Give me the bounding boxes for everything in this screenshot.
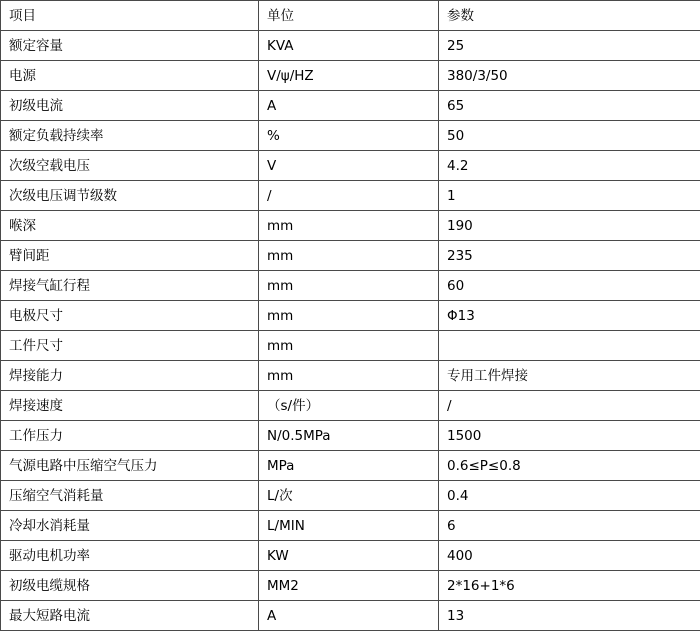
row-value: 380/3/50 bbox=[439, 61, 700, 91]
column-header-item: 项目 bbox=[1, 1, 259, 31]
table-row bbox=[1, 481, 700, 511]
table-row bbox=[1, 391, 700, 421]
row-unit: mm bbox=[259, 361, 439, 391]
row-item: 额定负载持续率 bbox=[1, 121, 259, 151]
row-unit: mm bbox=[259, 331, 439, 361]
row-unit: % bbox=[259, 121, 439, 151]
table-row bbox=[1, 31, 700, 61]
row-item: 臂间距 bbox=[1, 241, 259, 271]
row-value: 50 bbox=[439, 121, 700, 151]
row-value: 1500 bbox=[439, 421, 700, 451]
table-row bbox=[1, 511, 700, 541]
row-unit: mm bbox=[259, 271, 439, 301]
row-value: 190 bbox=[439, 211, 700, 241]
table-row bbox=[1, 151, 700, 181]
row-item: 初级电缆规格 bbox=[1, 571, 259, 601]
row-value: 400 bbox=[439, 541, 700, 571]
row-value: 25 bbox=[439, 31, 700, 61]
table-row bbox=[1, 331, 700, 361]
column-header-unit: 单位 bbox=[259, 1, 439, 31]
table-row bbox=[1, 121, 700, 151]
row-value: Φ13 bbox=[439, 301, 700, 331]
row-item: 焊接能力 bbox=[1, 361, 259, 391]
row-item: 冷却水消耗量 bbox=[1, 511, 259, 541]
row-value: 4.2 bbox=[439, 151, 700, 181]
table-row bbox=[1, 361, 700, 391]
row-item: 气源电路中压缩空气压力 bbox=[1, 451, 259, 481]
table-row bbox=[1, 61, 700, 91]
row-item: 次级电压调节级数 bbox=[1, 181, 259, 211]
row-value: 65 bbox=[439, 91, 700, 121]
row-value: 13 bbox=[439, 601, 700, 631]
row-unit: V/ψ/HZ bbox=[259, 61, 439, 91]
table-row bbox=[1, 181, 700, 211]
row-unit: A bbox=[259, 91, 439, 121]
table-row bbox=[1, 451, 700, 481]
row-unit: V bbox=[259, 151, 439, 181]
row-value: 专用工件焊接 bbox=[439, 361, 700, 391]
row-item: 焊接速度 bbox=[1, 391, 259, 421]
table-header-row bbox=[1, 1, 700, 31]
table-row bbox=[1, 301, 700, 331]
row-unit: mm bbox=[259, 241, 439, 271]
row-item: 额定容量 bbox=[1, 31, 259, 61]
row-unit: （s/件） bbox=[259, 391, 439, 421]
row-item: 初级电流 bbox=[1, 91, 259, 121]
row-value: 0.6≤P≤0.8 bbox=[439, 451, 700, 481]
row-value: 2*16+1*6 bbox=[439, 571, 700, 601]
table-row bbox=[1, 241, 700, 271]
table-row bbox=[1, 571, 700, 601]
table-row bbox=[1, 271, 700, 301]
column-header-value: 参数 bbox=[439, 1, 700, 31]
row-item: 焊接气缸行程 bbox=[1, 271, 259, 301]
row-unit: N/0.5MPa bbox=[259, 421, 439, 451]
row-item: 工件尺寸 bbox=[1, 331, 259, 361]
row-item: 电极尺寸 bbox=[1, 301, 259, 331]
row-unit: mm bbox=[259, 301, 439, 331]
row-unit: MM2 bbox=[259, 571, 439, 601]
row-item: 驱动电机功率 bbox=[1, 541, 259, 571]
row-unit: L/次 bbox=[259, 481, 439, 511]
table-body bbox=[1, 1, 700, 631]
table-row bbox=[1, 421, 700, 451]
table-row bbox=[1, 541, 700, 571]
row-item: 工作压力 bbox=[1, 421, 259, 451]
row-item: 最大短路电流 bbox=[1, 601, 259, 631]
row-unit: MPa bbox=[259, 451, 439, 481]
row-value: 1 bbox=[439, 181, 700, 211]
row-item: 电源 bbox=[1, 61, 259, 91]
row-unit: L/MIN bbox=[259, 511, 439, 541]
row-value: 6 bbox=[439, 511, 700, 541]
table-row bbox=[1, 91, 700, 121]
row-item: 次级空载电压 bbox=[1, 151, 259, 181]
table-row bbox=[1, 211, 700, 241]
row-unit: / bbox=[259, 181, 439, 211]
row-unit: KW bbox=[259, 541, 439, 571]
row-value: 0.4 bbox=[439, 481, 700, 511]
row-unit: KVA bbox=[259, 31, 439, 61]
row-value: / bbox=[439, 391, 700, 421]
row-unit: A bbox=[259, 601, 439, 631]
row-value bbox=[439, 331, 700, 361]
row-item: 压缩空气消耗量 bbox=[1, 481, 259, 511]
row-value: 60 bbox=[439, 271, 700, 301]
row-item: 喉深 bbox=[1, 211, 259, 241]
table-row bbox=[1, 601, 700, 631]
row-unit: mm bbox=[259, 211, 439, 241]
row-value: 235 bbox=[439, 241, 700, 271]
